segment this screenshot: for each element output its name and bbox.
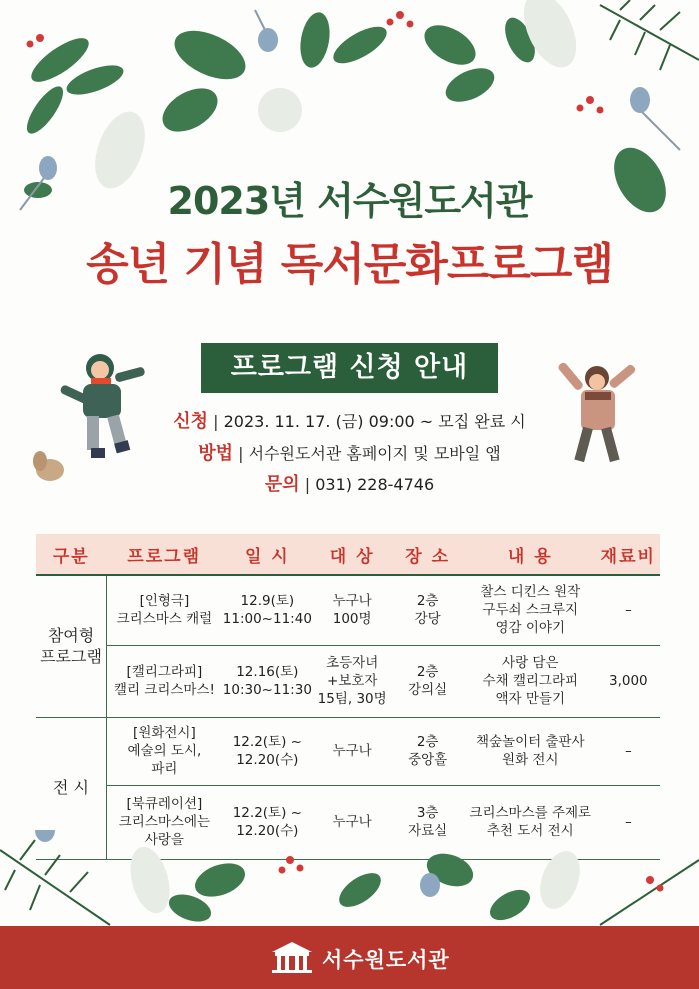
info-value: 031) 228-4746 [315, 475, 435, 494]
place-cell: 3층 자료실 [391, 785, 463, 859]
table-row [36, 575, 660, 645]
table-row [36, 717, 660, 785]
info-key: 문의 [264, 474, 300, 495]
place-cell: 2층 중앙홀 [391, 717, 463, 785]
info-key: 신청 [173, 411, 209, 432]
info-application: 신청 | 2023. 11. 17. (금) 09:00 ~ 모집 완료 시 [173, 411, 526, 432]
program-cell: [인형극] 크리스마스 캐럴 [107, 575, 222, 645]
info-value: 서수원도서관 홈페이지 및 모바일 앱 [248, 444, 501, 463]
column-header: 일 시 [222, 534, 313, 575]
info-key: 방법 [198, 443, 233, 464]
info-contact: 문의 | 031) 228-4746 [264, 474, 435, 495]
table-row [36, 645, 660, 717]
column-header: 내 용 [464, 534, 597, 575]
library-building-icon [268, 940, 316, 974]
date-cell: 12.2(토) ~ 12.20(수) [222, 717, 313, 785]
fee-cell: – [597, 785, 660, 859]
place-cell: 2층 강의실 [391, 645, 463, 717]
column-header: 재료비 [597, 534, 660, 575]
category-label: 프로그램 [40, 647, 102, 667]
footer-bar [0, 926, 699, 989]
column-header: 구분 [36, 534, 107, 575]
content-cell: 사랑 담은 수채 캘리그라피 액자 만들기 [464, 645, 597, 717]
content-cell: 찰스 디킨스 원작 구두쇠 스크루지 영감 이야기 [464, 575, 597, 645]
target-cell: 누구나 [313, 785, 392, 859]
place-cell: 2층 강당 [391, 575, 463, 645]
target-cell: 누구나 [313, 717, 392, 785]
date-cell: 12.9(토) 11:00~11:40 [222, 575, 313, 645]
schedule-table [36, 534, 660, 860]
column-header: 프로그램 [107, 534, 222, 575]
category-label: 참여형 [47, 625, 95, 645]
fee-cell: – [597, 575, 660, 645]
date-cell: 12.16(토) 10:30~11:30 [222, 645, 313, 717]
target-cell: 누구나 100명 [313, 575, 392, 645]
fee-cell: 3,000 [597, 645, 660, 717]
footer-logo-text: 서수원도서관 [322, 948, 450, 972]
program-cell: [북큐레이션] 크리스마스에는 사랑을 [107, 785, 222, 859]
program-notice-badge: 프로그램 신청 안내 [201, 343, 498, 393]
page-title: 2023년 서수원도서관 [167, 179, 532, 223]
program-cell: [원화전시] 예술의 도시, 파리 [107, 717, 222, 785]
info-value: 2023. 11. 17. (금) 09:00 ~ 모집 완료 시 [223, 412, 526, 431]
category-label: 전 시 [53, 778, 90, 798]
page-subtitle: 송년 기념 독서문화프로그램 [86, 239, 613, 290]
date-cell: 12.2(토) ~ 12.20(수) [222, 785, 313, 859]
info-method: 방법 | 서수원도서관 홈페이지 및 모바일 앱 [198, 443, 501, 464]
program-cell: [캘리그라피] 캘리 크리스마스! [107, 645, 222, 717]
content-cell: 크리스마스를 주제로 추천 도서 전시 [464, 785, 597, 859]
column-header: 장 소 [391, 534, 463, 575]
column-header: 대 상 [313, 534, 392, 575]
content-cell: 책숲놀이터 출판사 원화 전시 [464, 717, 597, 785]
pine-branch-decoration [0, 830, 699, 930]
fee-cell: – [597, 717, 660, 785]
table-header-row [36, 534, 660, 575]
target-cell: 초등자녀 +보호자 15팀, 30명 [313, 645, 392, 717]
category-cell [36, 575, 107, 717]
